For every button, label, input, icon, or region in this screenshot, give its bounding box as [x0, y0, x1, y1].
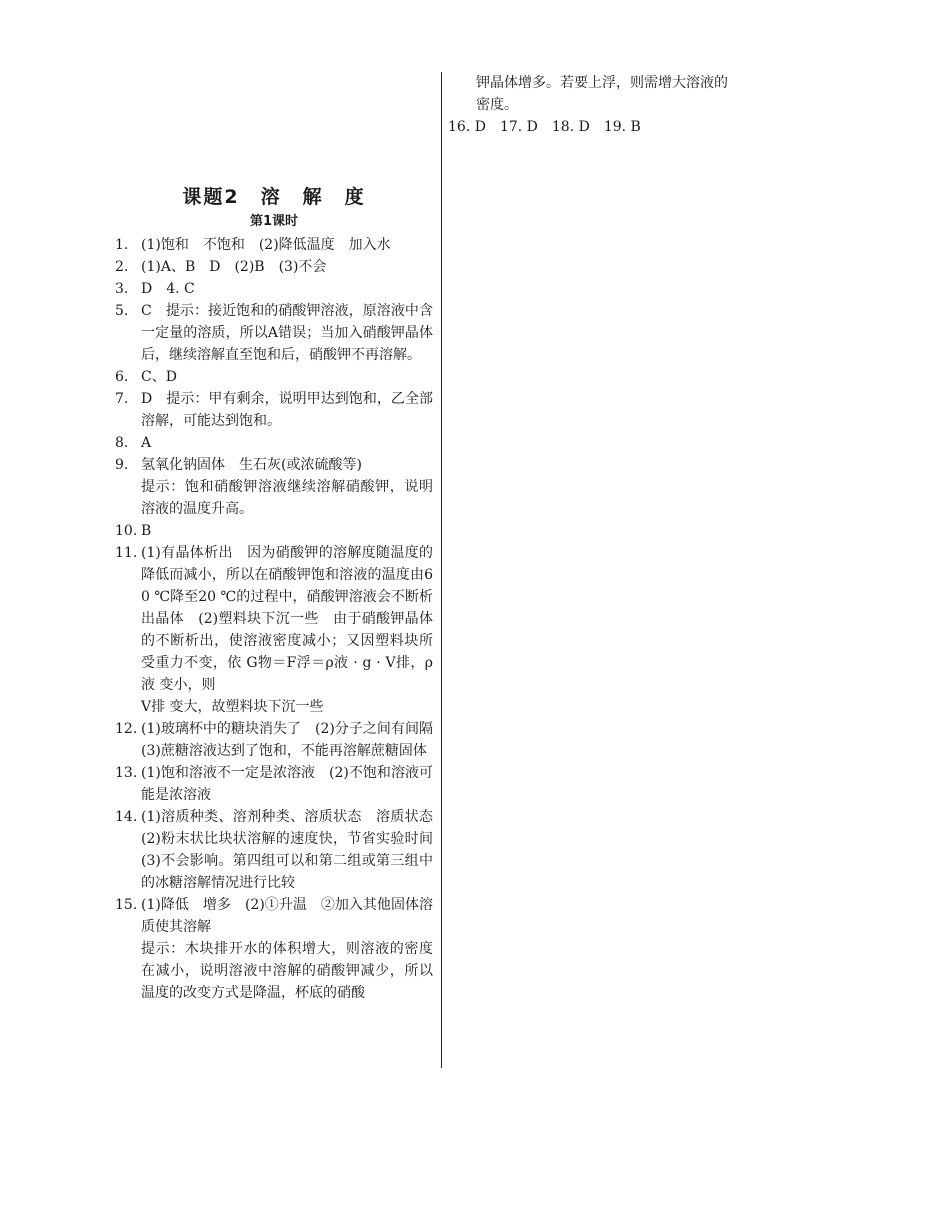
answer-item [115, 256, 433, 278]
item-text: (1)溶质种类、溶剂种类、溶质状态 溶质状态 (2)粉末状比块状溶解的速度快，节省实验时间 (3)不会影响。第四组可以和第二组或第三组中的冰糖溶解情况进行比较 [141, 809, 447, 891]
item-number: 14. [115, 809, 138, 825]
answer-item [115, 806, 447, 894]
item-text: C、D [141, 369, 177, 385]
answers-16-19: 16. D 17. D 18. D 19. B [448, 119, 641, 135]
item-number: 10. [115, 523, 138, 539]
item-number: 13. [115, 765, 138, 781]
answer-item [115, 762, 433, 806]
right-column [448, 72, 778, 138]
item-text: (1)A、B D (2)B (3)不会 [141, 259, 327, 275]
answer-item [115, 300, 433, 366]
item-text: (1)有晶体析出 因为硝酸钾的溶解度随温度的降低而减小，所以在硝酸钾饱和溶液的温度由60 ℃降至20 ℃的过程中，硝酸钾溶液会不断析出晶体 (2)塑料块下沉一些 由于硝酸钾晶体的不断析出，使溶液密度减小；又因塑料块所受重力不变，依 G物＝F浮＝ρ液 · g · V排，ρ液 变小，则 [141, 545, 433, 693]
item-number: 9. [115, 457, 129, 473]
item-text: (1)饱和 不饱和 (2)降低温度 加入水 [141, 237, 391, 253]
item-text: (1)玻璃杯中的糖块消失了 (2)分子之间有间隔 (3)蔗糖溶液达到了饱和，不能再溶解蔗糖固体 [141, 721, 447, 759]
answer-item [115, 542, 433, 718]
item-text: (1)降低 增多 (2)①升温 ②加入其他固体溶质使其溶解 [141, 897, 433, 935]
answer-item [115, 388, 433, 432]
item-number: 5. [115, 303, 129, 319]
item-hint: 提示：饱和硝酸钾溶液继续溶解硝酸钾，说明溶液的温度升高。 [141, 479, 433, 517]
item-text: B [141, 523, 152, 539]
continuation-line-1: 钾晶体增多。若要上浮，则需增大溶液的 [476, 75, 728, 91]
item-text: D 4. C [141, 281, 195, 297]
item-number: 7. [115, 391, 129, 407]
answer-item [115, 520, 433, 542]
item-number: 11. [115, 545, 138, 561]
item-number: 2. [115, 259, 129, 275]
item-text: 氢氧化钠固体 生石灰(或浓硫酸等) [141, 457, 362, 473]
item-text: (1)饱和溶液不一定是浓溶液 (2)不饱和溶液可能是浓溶液 [141, 765, 433, 803]
answer-item [115, 718, 447, 762]
answer-item [115, 454, 433, 520]
item-text: D 提示：甲有剩余，说明甲达到饱和，乙全部溶解，可能达到饱和。 [141, 391, 433, 429]
item-number: 1. [115, 237, 129, 253]
item-number: 8. [115, 435, 129, 451]
answer-item [115, 432, 433, 454]
answer-item [115, 278, 433, 300]
left-column [115, 182, 447, 1004]
item-hint: 提示：木块排开水的体积增大，则溶液的密度在减小，说明溶液中溶解的硝酸钾减少，所以温度的改变方式是降温，杯底的硝酸 [141, 941, 433, 1001]
answer-item [115, 894, 433, 1004]
column-divider [441, 72, 442, 1068]
item-text-tail: V排 变大，故塑料块下沉一些 [141, 699, 324, 715]
continuation-line-2: 密度。 [476, 97, 518, 113]
page-subtitle: 第1课时 [249, 214, 299, 229]
answer-item [115, 234, 433, 256]
item-number: 3. [115, 281, 129, 297]
answer-item [115, 366, 433, 388]
page-title: 课题2 溶 解 度 [182, 186, 366, 208]
item-text: A [141, 435, 152, 451]
item-number: 6. [115, 369, 129, 385]
item-number: 15. [115, 897, 138, 913]
item-number: 12. [115, 721, 138, 737]
item-text: C 提示：接近饱和的硝酸钾溶液，原溶液中含一定量的溶质，所以A错误；当加入硝酸钾晶体后，继续溶解直至饱和后，硝酸钾不再溶解。 [141, 303, 433, 363]
